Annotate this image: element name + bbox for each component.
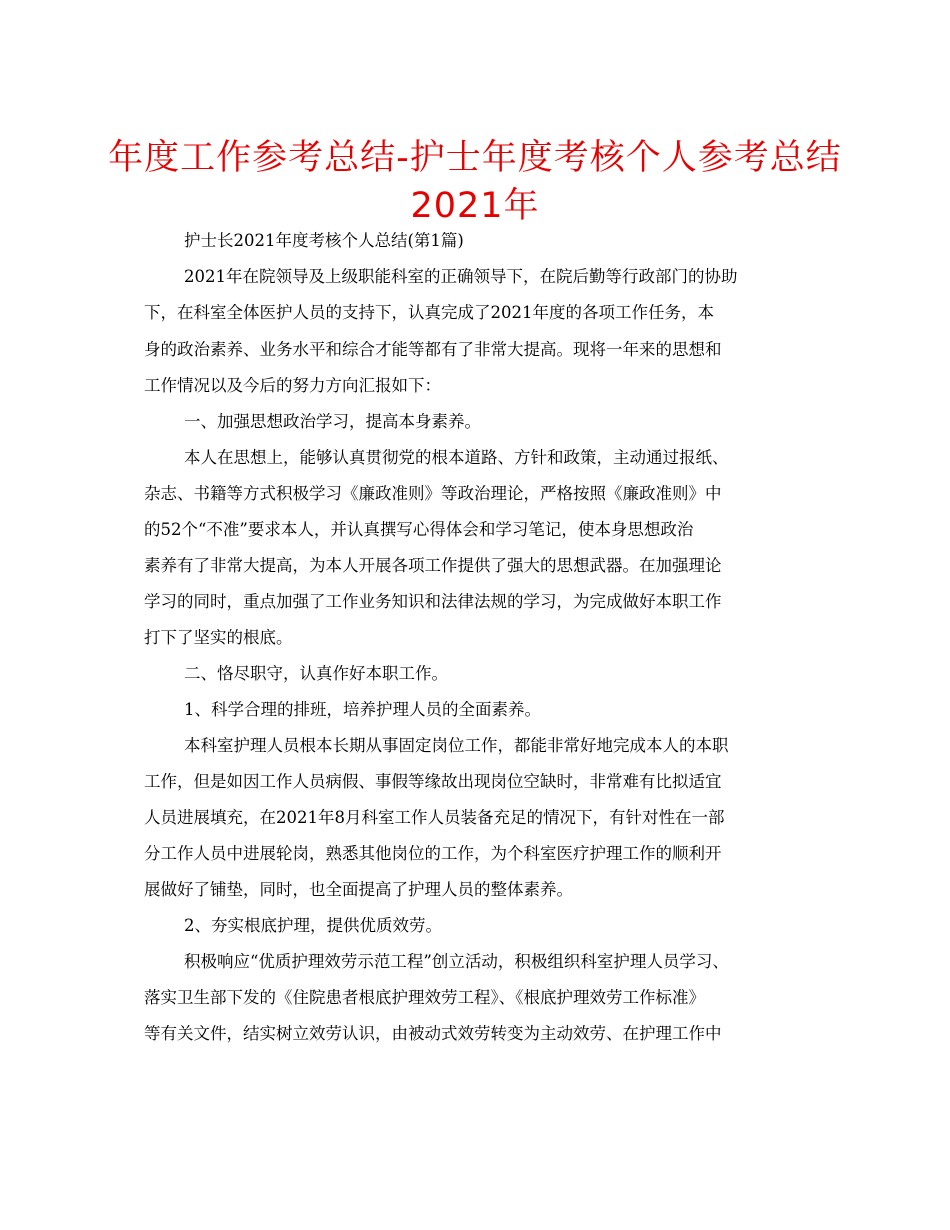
paragraph-line: 打下了坚实的根底。 [144, 628, 293, 647]
paragraph-line: 学习的同时，重点加强了工作业务知识和法律法规的学习，为完成做好本职工作 [144, 592, 722, 611]
document-title-line-1: 年度工作参考总结-护士年度考核个人参考总结 [108, 138, 842, 178]
paragraph-line: 等有关文件，结实树立效劳认识，由被动式效劳转变为主动效劳、在护理工作中 [144, 1024, 722, 1043]
paragraph-line: 本科室护理人员根本长期从事固定岗位工作，都能非常好地完成本人的本职 [184, 736, 729, 755]
paragraph-line: 的52个“不准”要求本人，并认真撰写心得体会和学习笔记，使本身思想政治 [144, 520, 694, 539]
paragraph-line: 工作情况以及今后的努力方向汇报如下： [144, 376, 441, 395]
subsection-heading: 2、夯实根底护理，提供优质效劳。 [184, 916, 442, 935]
section-heading: 护士长2021年度考核个人总结(第1篇) [184, 231, 464, 250]
paragraph-line: 积极响应“优质护理效劳示范工程”创立活动，积极组织科室护理人员学习、 [184, 952, 729, 971]
section-heading: 二、恪尽职守，认真作好本职工作。 [184, 664, 448, 683]
paragraph-line: 本人在思想上，能够认真贯彻党的根本道路、方针和政策，主动通过报纸、 [184, 448, 729, 467]
paragraph-line: 杂志、书籍等方式积极学习《廉政准则》等政治理论，严格按照《廉政准则》中 [144, 484, 722, 503]
document-title-line-2: 2021年 [410, 186, 540, 226]
paragraph-line: 2021年在院领导及上级职能科室的正确领导下，在院后勤等行政部门的协助 [184, 267, 738, 286]
paragraph-line: 素养有了非常大提高，为本人开展各项工作提供了强大的思想武器。在加强理论 [144, 556, 722, 575]
section-heading: 一、加强思想政治学习，提高本身素养。 [184, 412, 481, 431]
paragraph-line: 身的政治素养、业务水平和综合才能等都有了非常大提高。现将一年来的思想和 [144, 340, 722, 359]
paragraph-line: 下，在科室全体医护人员的支持下，认真完成了2021年度的各项工作任务，本 [144, 303, 714, 322]
paragraph-line: 工作，但是如因工作人员病假、事假等缘故出现岗位空缺时，非常难有比拟适宜 [144, 772, 722, 791]
paragraph-line: 落实卫生部下发的《住院患者根底护理效劳工程》、《根底护理效劳工作标准》 [144, 988, 705, 1007]
paragraph-line: 展做好了铺垫，同时，也全面提高了护理人员的整体素养。 [144, 880, 573, 899]
paragraph-line: 分工作人员中进展轮岗，熟悉其他岗位的工作，为个科室医疗护理工作的顺利开 [144, 844, 722, 863]
subsection-heading: 1、科学合理的排班，培养护理人员的全面素养。 [184, 700, 541, 719]
paragraph-line: 人员进展填充，在2021年8月科室工作人员装备充足的情况下，有针对性在一部 [144, 808, 725, 827]
